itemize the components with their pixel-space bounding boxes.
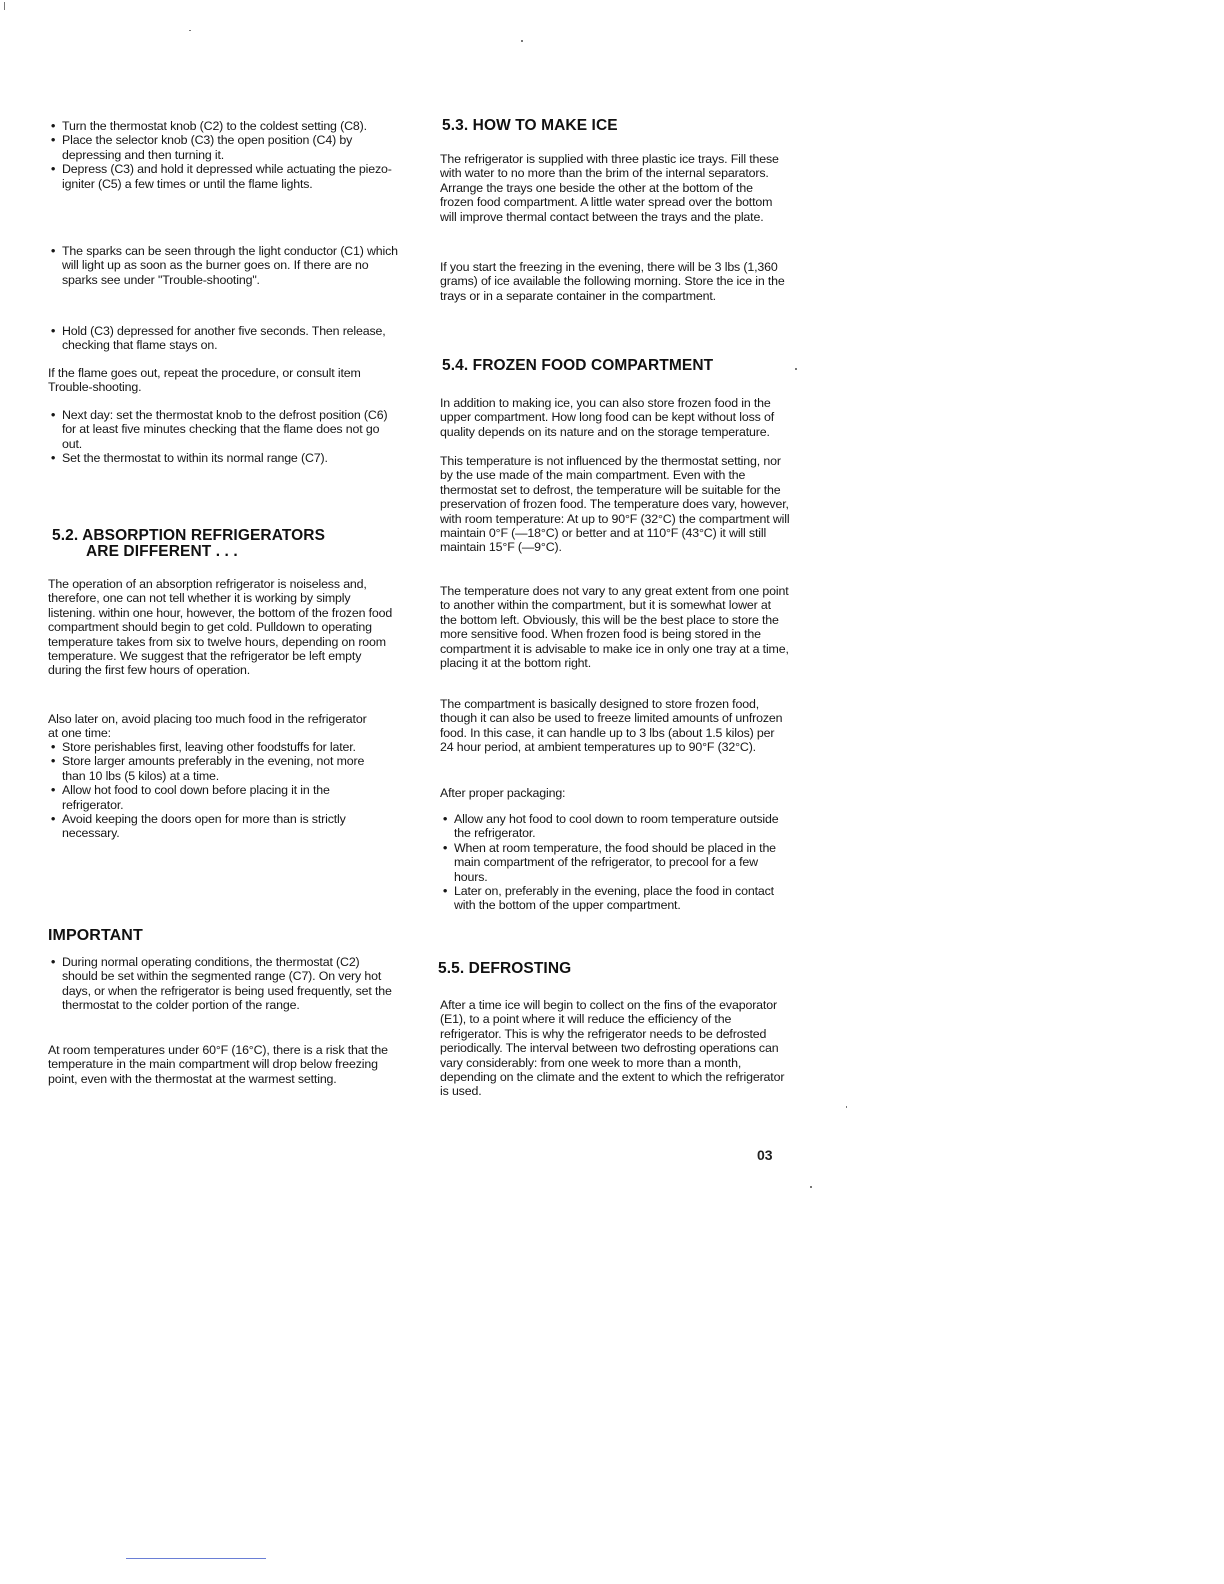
section-5-4-paragraph-4: The compartment is basically designed to store frozen food, though it can also be used to freeze limited amounts of unfrozen food. In this case, it can handle up to 3 lbs (about 1.5 kilos) per 24 hour period, at ambient temperatures up to 90°F (32°C). bbox=[440, 697, 783, 755]
important-bullets bbox=[48, 955, 393, 1013]
packaging-bullets bbox=[440, 812, 788, 913]
important-paragraph: At room temperatures under 60°F (16°C), there is a risk that the temperature in the main compartment will drop below freezing point, even with the thermostat at the warmest setting. bbox=[48, 1043, 388, 1086]
scan-speck bbox=[189, 30, 191, 31]
scan-speck bbox=[795, 368, 797, 370]
flame-note: If the flame goes out, repeat the procedure, or consult item Trouble-shooting. bbox=[48, 366, 361, 395]
list-item: • Place the selector knob (C3) the open position (C4) by depressing and then turning it. bbox=[48, 133, 398, 162]
section-5-2-heading: 5.2. ABSORPTION REFRIGERATORS ARE DIFFERENT . . . bbox=[52, 527, 326, 560]
section-5-5-paragraph: After a time ice will begin to collect on the fins of the evaporator (E1), to a point where it will reduce the efficiency of the refrigerator. This is why the refrigerator needs to be defrosted periodically. The interval between two defrosting operations can vary considerably: from one week to more than a month, depending on the climate and the extent to which the refrigerator is used. bbox=[440, 998, 785, 1099]
section-5-4-paragraph-2: This temperature is not influenced by the thermostat setting, nor by the use made of the main compartment. Even with the thermostat set to defrost, the temperature will be suitable for the preservation of frozen food. The temperature does vary, however, with room temperature: At up to 90°F (32°C) the compartment will maintain 0°F (—18°C) or better and at 110°F (43°C) it will still maintain 15°F (—9°C). bbox=[440, 454, 790, 555]
scan-speck bbox=[846, 1106, 847, 1108]
list-item: • Hold (C3) depressed for another five seconds. Then release, checking that flame stays on. bbox=[48, 324, 398, 353]
list-item: • Allow hot food to cool down before placing it in the refrigerator. bbox=[48, 783, 388, 812]
scan-speck bbox=[4, 2, 5, 10]
section-5-4-heading: 5.4. FROZEN FOOD COMPARTMENT bbox=[442, 357, 714, 374]
page-number: 03 bbox=[757, 1147, 773, 1163]
list-item: • The sparks can be seen through the light conductor (C1) which will light up as soon as the burner goes on. If there are no sparks see under "Trouble-shooting". bbox=[48, 244, 398, 287]
section-5-3-heading: 5.3. HOW TO MAKE ICE bbox=[442, 117, 618, 134]
section-5-2-bullets bbox=[48, 740, 388, 841]
section-5-2-paragraph-1: The operation of an absorption refrigerator is noiseless and, therefore, one can not tell whether it is working by simply listening. within one hour, however, the bottom of the frozen food compartment should begin to get cold. Pulldown to operating temperature takes from six to twelve hours, depending on room temperature. We suggest that the refrigerator be left empty during the first few hours of operation. bbox=[48, 577, 393, 678]
section-5-4-paragraph-3: The temperature does not vary to any great extent from one point to another within the compartment, but it is somewhat lower at the bottom left. Obviously, this will be the best place to store the more sensitive food. When frozen food is being stored in the compartment it is advisable to make ice in only one tray at a time, placing it at the bottom right. bbox=[440, 584, 789, 671]
list-item: • Set the thermostat to within its normal range (C7). bbox=[48, 451, 388, 465]
list-item: • Avoid keeping the doors open for more than is strictly necessary. bbox=[48, 812, 388, 841]
section-5-3-paragraph-1: The refrigerator is supplied with three plastic ice trays. Fill these with water to no more than the brim of the internal separators. Arrange the trays one beside the other at the bottom of the frozen food compartment. A little water spread over the bottom will improve thermal contact between the trays and the plate. bbox=[440, 152, 779, 224]
section-5-4-paragraph-1: In addition to making ice, you can also store frozen food in the upper compartment. How long food can be kept without loss of quality depends on its nature and on the storage temperature. bbox=[440, 396, 774, 439]
scan-speck bbox=[810, 1186, 812, 1188]
list-item: • Store perishables first, leaving other foodstuffs for later. bbox=[48, 740, 388, 754]
list-item: • Next day: set the thermostat knob to the defrost position (C6) for at least five minutes checking that the flame does not go out. bbox=[48, 408, 388, 451]
list-item: • Later on, preferably in the evening, place the food in contact with the bottom of the upper compartment. bbox=[440, 884, 788, 913]
list-item: • During normal operating conditions, the thermostat (C2) should be set within the segmented range (C7). On very hot days, or when the refrigerator is being used frequently, set the thermostat to the colder portion of the range. bbox=[48, 955, 393, 1013]
next-day-steps-list bbox=[48, 408, 388, 466]
list-item: • When at room temperature, the food should be placed in the main compartment of the refrigerator, to precool for a few hours. bbox=[440, 841, 788, 884]
section-5-3-paragraph-2: If you start the freezing in the evening, there will be 3 lbs (1,360 grams) of ice available the following morning. Store the ice in the trays or in a separate container in the compartment. bbox=[440, 260, 785, 303]
section-5-2-paragraph-2: Also later on, avoid placing too much food in the refrigerator at one time: bbox=[48, 712, 367, 741]
list-item: • Allow any hot food to cool down to room temperature outside the refrigerator. bbox=[440, 812, 788, 841]
section-5-5-heading: 5.5. DEFROSTING bbox=[438, 960, 572, 977]
hold-step-list bbox=[48, 324, 398, 353]
packaging-intro: After proper packaging: bbox=[440, 786, 566, 800]
sparks-step-list bbox=[48, 244, 398, 287]
bottom-rule bbox=[126, 1558, 266, 1559]
list-item: • Turn the thermostat knob (C2) to the coldest setting (C8). bbox=[48, 119, 398, 133]
important-heading: IMPORTANT bbox=[48, 927, 143, 944]
lighting-steps-list bbox=[48, 119, 398, 191]
list-item: • Depress (C3) and hold it depressed while actuating the piezo-igniter (C5) a few times or until the flame lights. bbox=[48, 162, 398, 191]
list-item: • Store larger amounts preferably in the evening, not more than 10 lbs (5 kilos) at a time. bbox=[48, 754, 388, 783]
scan-speck bbox=[521, 40, 523, 42]
